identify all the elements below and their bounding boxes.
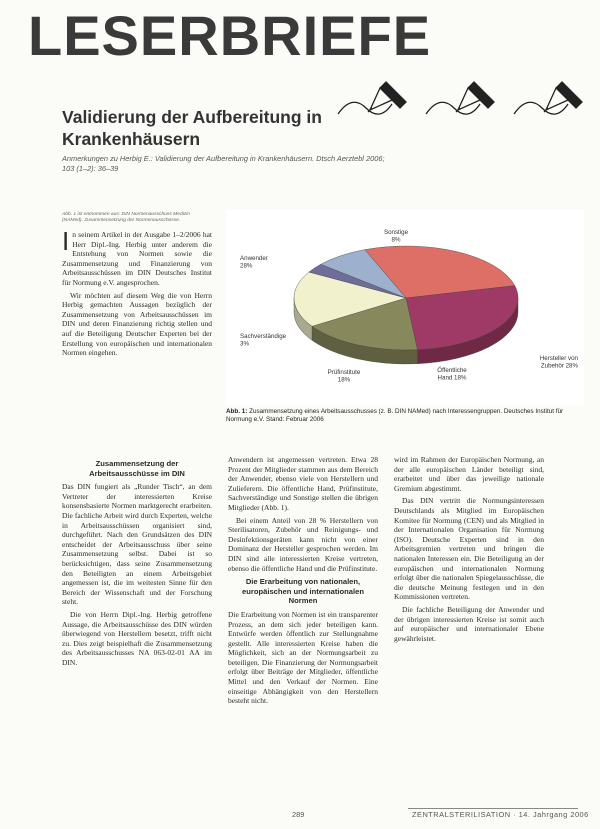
paragraph: Bei einem Anteil von 28 % Herstellern von Sterilisatoren, Zubehör und Reinigungs- und Desinfektionsgeräten kann nicht von einer Dominanz der Hersteller gesprochen werden. Im DIN sind alle interessierten Kreise vertreten, ebenso die öffentliche Hand und die Prüfinstitute. xyxy=(228,515,378,573)
paragraph: Das DIN vertritt die Normungsinteressen Deutschlands als Mitglied im Europäischen Komitee für Normung (CEN) und als Mitglied in der Internationalen Organisation für Normung (ISO). Deutsche Experten sind in den Arbeitsgremien vertreten und bringen die nationalen Interessen ein. Die Beteiligung an der europäischen und internationalen Normung erfolgt über die nationalen Spiegelausschüsse, die die deutsche Meinung festlegen und in den Kommissionen vertreten. xyxy=(394,496,544,602)
paragraph: n seinem Artikel in der Ausgabe 1–2/2006 hat Herr Dipl.-Ing. Herbig unter anderem die Entstehung von Normen sowie die Zusammensetzung und Finanzierung von Arbeitsausschüssen im DIN Deutsches Institut für Normung e.V. angesprochen. xyxy=(62,230,212,287)
section-heading: Zusammensetzung der Arbeitsausschüsse im DIN xyxy=(89,459,185,478)
figure-caption-text: Zusammensetzung eines Arbeitsausschusses (z. B. DIN NAMed) nach Interessengruppen. Deutsches Institut für Normung e.V. Stand: Februar 2006 xyxy=(226,408,564,423)
paragraph: Wir möchten auf diesem Weg die von Herrn Herbig gemachten Aussagen bezüglich der Zusammensetzung von Arbeitsausschüssen im DIN und deren Finanzierung richtig stellen und auf die Beteiligung Deutscher Experten bei der Erstellung von europäischen und internationalen Normen eingehen. xyxy=(62,290,212,358)
pie-label: Öffentliche Hand 18% xyxy=(437,367,467,382)
pie-chart xyxy=(226,210,584,405)
paragraph: Die Erarbeitung von Normen ist ein transparenter Prozess, an dem sich jeder beteiligen kann. Entwürfe werden öffentlich zur Stellungnahme gestellt. Alle interessierten Kreise haben die Möglichkeit, sich an der Normungsarbeit zu beteiligen. Die Finanzierung der Normungsarbeit erfolgt über Beiträge der Mitglieder, öffentliche Mittel und den Verkauf der Normen. Eine einseitige Abhängigkeit von den Herstellern besteht nicht. xyxy=(228,609,378,706)
article-title: Validierung der Aufbereitung in Krankenhäusern xyxy=(62,107,322,149)
page-number: 289 xyxy=(292,810,305,819)
figure-caption-label: Abb. 1: xyxy=(226,408,248,415)
column-1-intro xyxy=(62,226,212,361)
page-footer xyxy=(0,806,600,826)
section-heading: Die Erarbeitung von nationalen, europäischen und internationalen Normen xyxy=(242,577,364,606)
column-3 xyxy=(394,455,544,646)
paragraph: Das DIN fungiert als „Runder Tisch“, an dem Vertreter der interessierten Kreise konsensbasierte Normen marktgerecht erarbeiten. Die fachliche Arbeit wird durch Experten, welche in Arbeitsausschüssen organisiert sind, durchgeführt. Nach den Grundsätzen des DIN entscheidet der Arbeitsausschuss über seine Zusammensetzung selbst. Dabei ist so berücksichtigen, dass seine Zusammensetzung den Beteiligten an einem Arbeitsgebiet angemessen ist, die im weitesten Sinne für den Bereich der Wissenschaft und der Forschung steht. xyxy=(62,482,212,607)
pie-label: Sachverständige 3% xyxy=(240,333,287,348)
pie-label: Sonstige 8% xyxy=(383,229,409,244)
chart-source-note: Abb. 1 ist entnommen aus: DIN Normenausschuss Medizin (NAMed). Zusammensetzung der Normenausschüsse. xyxy=(62,212,191,224)
masthead: LESERBRIEFE xyxy=(28,4,432,67)
column-2 xyxy=(228,455,378,709)
footer-rule xyxy=(408,808,578,809)
paragraph: Die fachliche Beteiligung der Anwender und der übrigen interessierten Kreise ist somit auch auf europäischer und internationaler Ebene gewährleistet. xyxy=(394,604,544,643)
journal-name: ZENTRALSTERILISATION · 14. Jahrgang 2006 xyxy=(412,810,589,819)
writing-hand-icons xyxy=(328,74,600,134)
paragraph: Die von Herrn Dipl.-Ing. Herbig getroffene Aussage, die Arbeitsausschüsse des DIN würden überwiegend von Herstellern besetzt, trifft nicht zu. Dies zeigt beispielhaft die Zusammensetzung des Arbeitsausschusses NA 063-02-01 AA im DIN. xyxy=(62,609,212,667)
article-reference: Anmerkungen zu Herbig E.: Validierung der Aufbereitung in Krankenhäusern. Dtsch Aerztebl 2006; 103 (1–2): 36–39 xyxy=(62,154,385,173)
column-1 xyxy=(62,455,212,670)
figure-caption xyxy=(226,408,584,424)
pie-label: Hersteller von Zubehör 28% xyxy=(539,355,578,370)
drop-cap: I xyxy=(62,226,70,256)
pie-label: Anwender 28% xyxy=(240,255,268,270)
paragraph: wird im Rahmen der Europäischen Normung, an der alle europäischen Länder beteiligt sind, erarbeitet und über das jeweilige nationale Gremium abgestimmt. xyxy=(394,455,544,493)
paragraph: Anwendern ist angemessen vertreten. Etwa 28 Prozent der Mitglieder stammen aus dem Bereich der Anwender, ebenso viele von Herstellern und Zulieferern. Die öffentliche Hand, Prüfinstitute, Sachverständige und Sonstige stellen die übrigen Mitglieder (Abb. 1). xyxy=(228,455,378,512)
pie-label: Prüfinstitute 18% xyxy=(327,369,361,384)
